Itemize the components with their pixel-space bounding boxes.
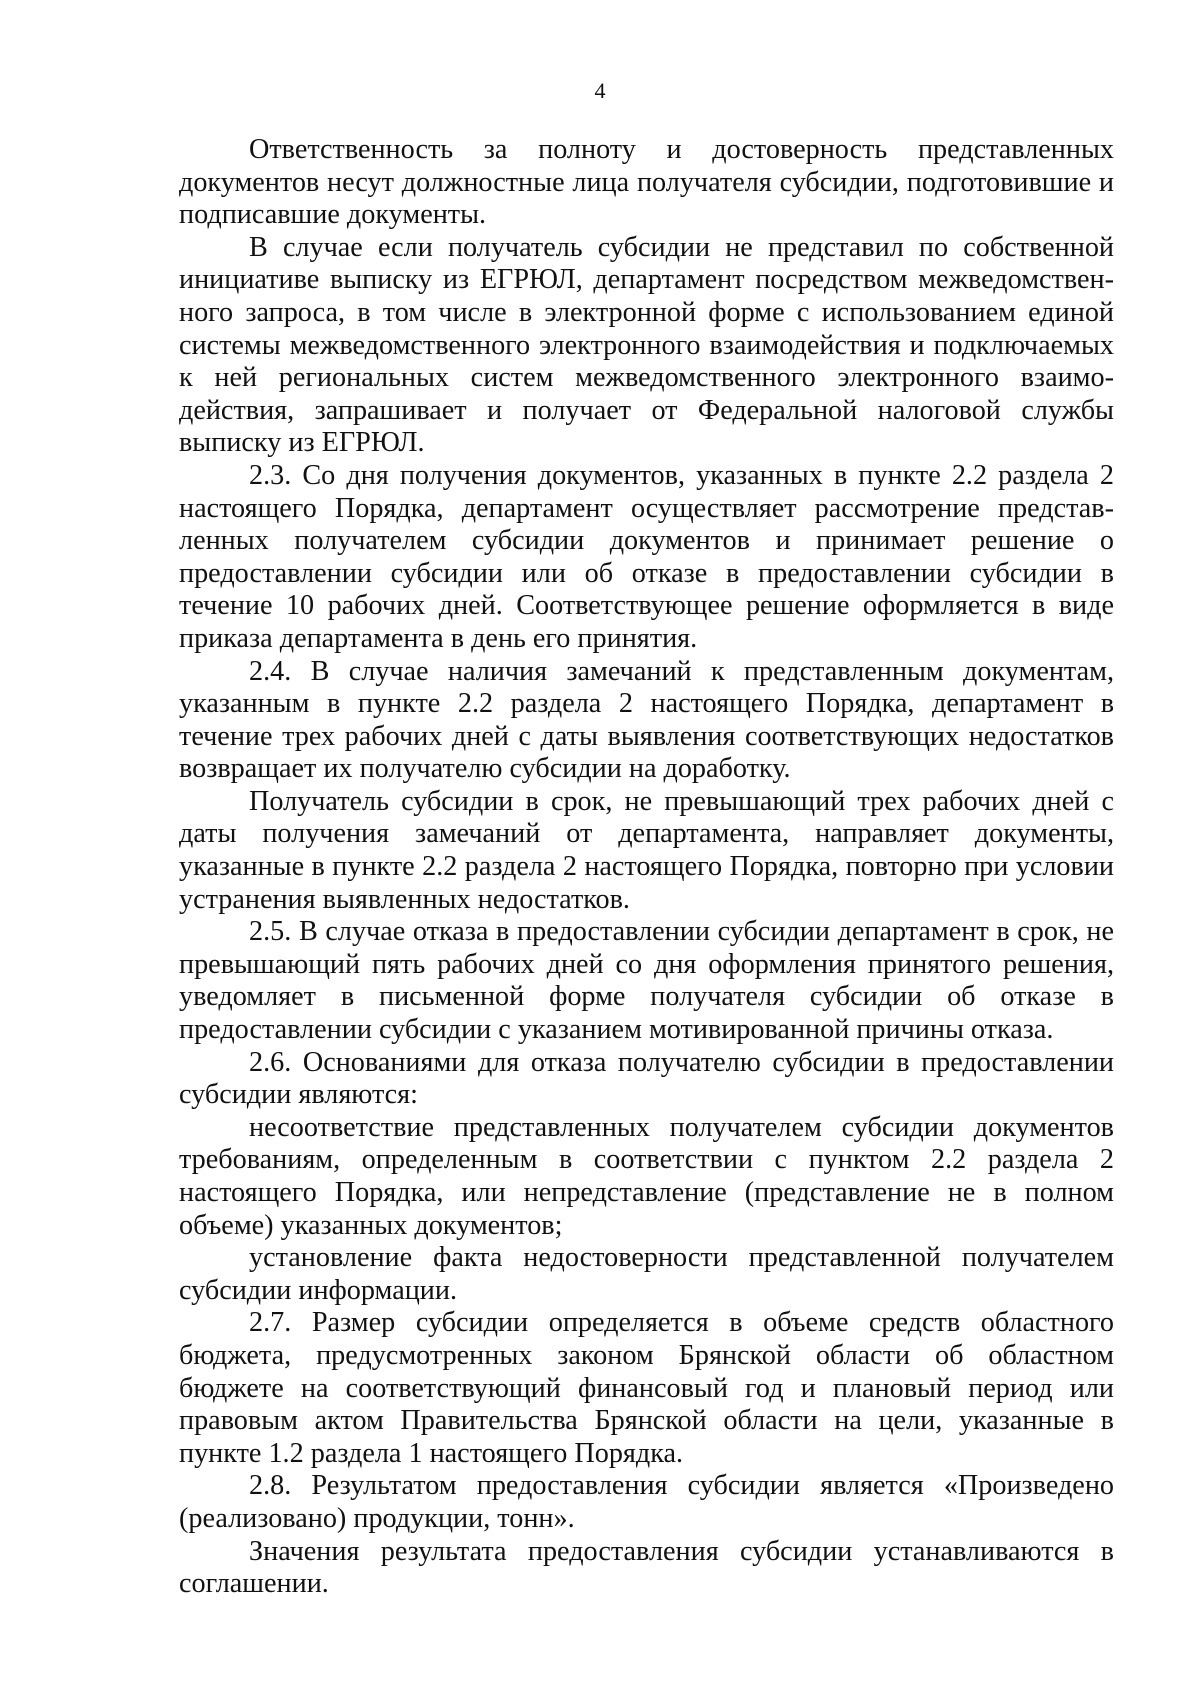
paragraph-2-3: 2.3. Со дня получения документов, указанных в пункте 2.2 раздела 2 настоящего Порядка, департамент осуществляет рассмотрение представленных получателем субсидии документов и принимает решение о предоставлении субсидии или об отказе в предоставлении субсидии в течение 10 рабочих дней. Соответствующее решение оформляется в виде приказа департамента в день его принятия.	[179, 459, 1114, 654]
paragraph-egrul-request: В случае если получатель субсидии не представил по собственной инициативе выписку из ЕГРЮЛ, департамент посредством межведомственного запроса, в том числе в электронной форме с использованием единой системы межведомственного электронного взаимодействия и подключаемых к ней региональных систем межведомственного электронного взаимодействия, запрашивает и получает от Федеральной налоговой службы выписку из ЕГРЮЛ.	[179, 231, 1114, 459]
paragraph-responsibility: Ответственность за полноту и достоверность представленных документов несут должностные лица получателя субсидии, подготовившие и подписавшие документы.	[179, 134, 1114, 231]
paragraph-resubmission: Получатель субсидии в срок, не превышающий трех рабочих дней с даты получения замечаний от департамента, направляет документы, указанные в пункте 2.2 раздела 2 настоящего Порядка, повторно при условии устранения выявленных недостатков.	[179, 785, 1114, 915]
paragraph-2-7: 2.7. Размер субсидии определяется в объеме средств областного бюджета, предусмотренных законом Брянской области об областном бюджете на соответствующий финансовый год и плановый период или правовым актом Правительства Брянской области на цели, указанные в пункте 1.2 раздела 1 настоящего Порядка.	[179, 1307, 1114, 1469]
paragraph-refusal-ground-2: установление факта недостоверности представленной получателем субсидии информации.	[179, 1242, 1114, 1306]
paragraph-2-5: 2.5. В случае отказа в предоставлении субсидии департамент в срок, не превышающий пять рабочих дней со дня оформления принятого решения, уведомляет в письменной форме получателя субсидии об отказе в предоставлении субсидии с указанием мотивированной причины отказа.	[179, 916, 1114, 1046]
paragraph-2-6: 2.6. Основаниями для отказа получателю субсидии в предоставлении субсидии являются:	[179, 1046, 1114, 1111]
document-body	[179, 134, 1114, 1601]
paragraph-result-values: Значения результата предоставления субсидии устанавливаются в соглашении.	[179, 1535, 1114, 1600]
paragraph-2-4: 2.4. В случае наличия замечаний к представленным документам, указанным в пункте 2.2 раздела 2 настоящего Порядка, департамент в течение трех рабочих дней с даты выявления соответствующих недостатков возвращает их получателю субсидии на доработку.	[179, 655, 1114, 785]
page-number: 4	[594, 78, 606, 103]
paragraph-2-8: 2.8. Результатом предоставления субсидии является «Произведено (реализовано) продукции, тонн».	[179, 1470, 1114, 1534]
paragraph-refusal-ground-1: несоответствие представленных получателем субсидии документов требованиям, определенным в соответствии с пунктом 2.2 раздела 2 настоящего Порядка, или непредставление (представление не в полном объеме) указанных документов;	[179, 1111, 1114, 1241]
